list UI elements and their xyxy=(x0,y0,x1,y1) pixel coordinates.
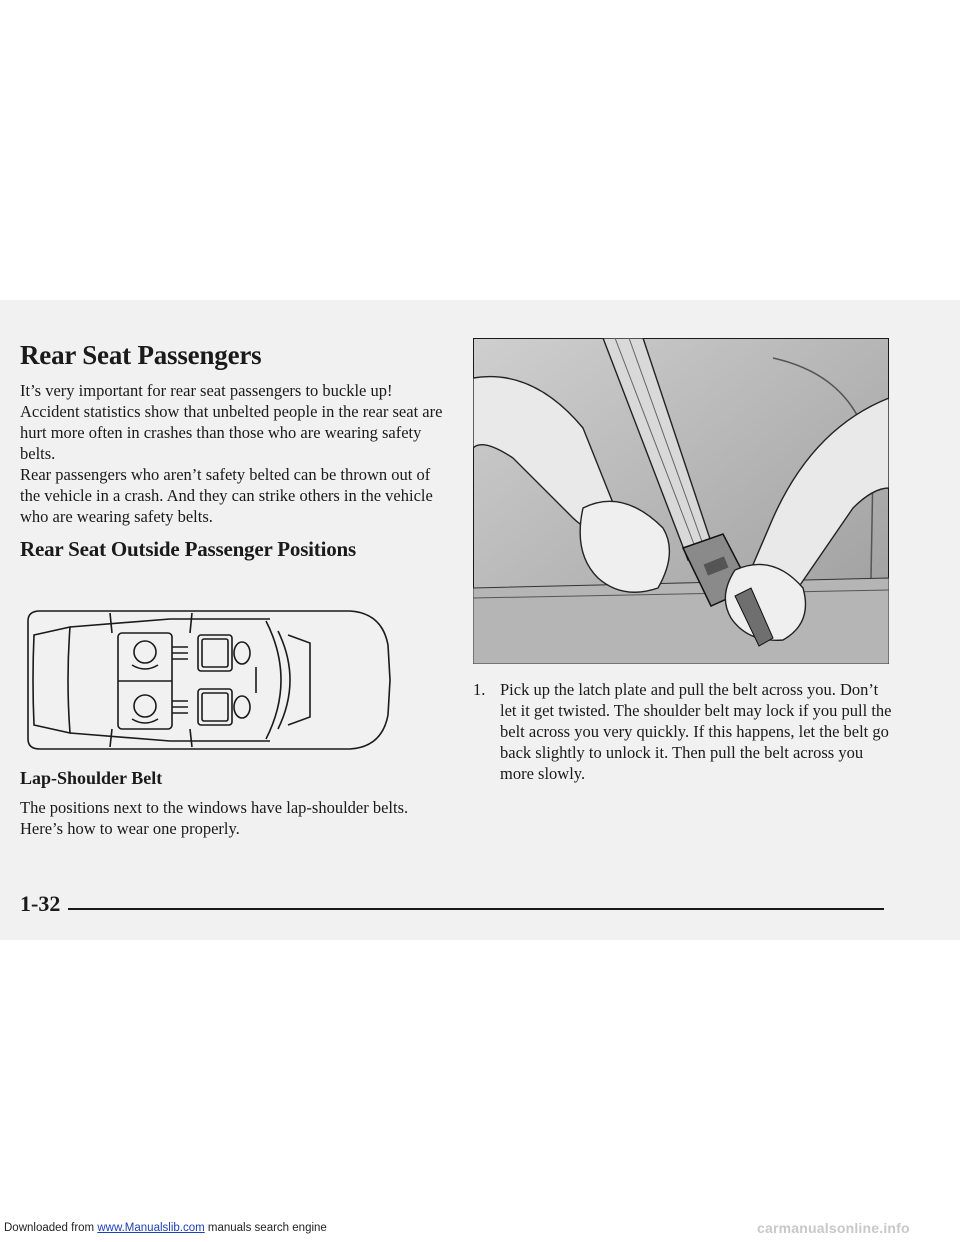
manualslib-link[interactable]: www.Manualslib.com xyxy=(97,1222,205,1234)
carmanuals-logo: carmanualsonline.info xyxy=(757,1220,910,1236)
seat-position-diagram xyxy=(20,605,400,755)
manual-page xyxy=(0,300,960,940)
windshield xyxy=(266,621,281,739)
step-text: Pick up the latch plate and pull the belt across you. Don’t let it get twisted. The shoulder belt may lock if you pull the belt across you very quickly. If this happens, let the belt go back slightly to unlock it. Then pull the belt across you more slowly. xyxy=(500,680,892,783)
second-paragraph: Rear passengers who aren’t safety belted can be thrown out of the vehicle in a crash. And they can strike others in the vehicle who are wearing safety belts. xyxy=(20,465,433,526)
front-right-seat xyxy=(198,689,232,725)
latch-plate-illustration xyxy=(473,338,889,664)
download-prefix: Downloaded from xyxy=(4,1222,98,1234)
download-suffix: manuals search engine xyxy=(204,1222,327,1234)
page-number: 1-32 xyxy=(20,891,61,916)
rear-right-passenger xyxy=(134,695,156,717)
belt-heading: Lap-Shoulder Belt xyxy=(20,768,163,788)
steps-list xyxy=(473,679,893,784)
car-body-outline xyxy=(28,611,390,749)
section-title: Rear Seat Passengers xyxy=(20,340,262,370)
belt-paragraph: The positions next to the windows have lap-shoulder belts. Here’s how to wear one properly. xyxy=(20,798,409,838)
front-left-seat xyxy=(198,635,232,671)
subsection-title: Rear Seat Outside Passenger Positions xyxy=(20,537,356,561)
intro-paragraph: It’s very important for rear seat passengers to buckle up! Accident statistics show that unbelted people in the rear seat are hurt more often in crashes than those who are wearing safety belts. xyxy=(20,381,443,463)
list-item xyxy=(473,679,893,784)
rear-window xyxy=(33,627,70,733)
rear-left-passenger xyxy=(134,641,156,663)
step-number: 1. xyxy=(473,680,486,699)
footer-rule xyxy=(68,908,884,910)
download-notice xyxy=(4,1222,327,1234)
